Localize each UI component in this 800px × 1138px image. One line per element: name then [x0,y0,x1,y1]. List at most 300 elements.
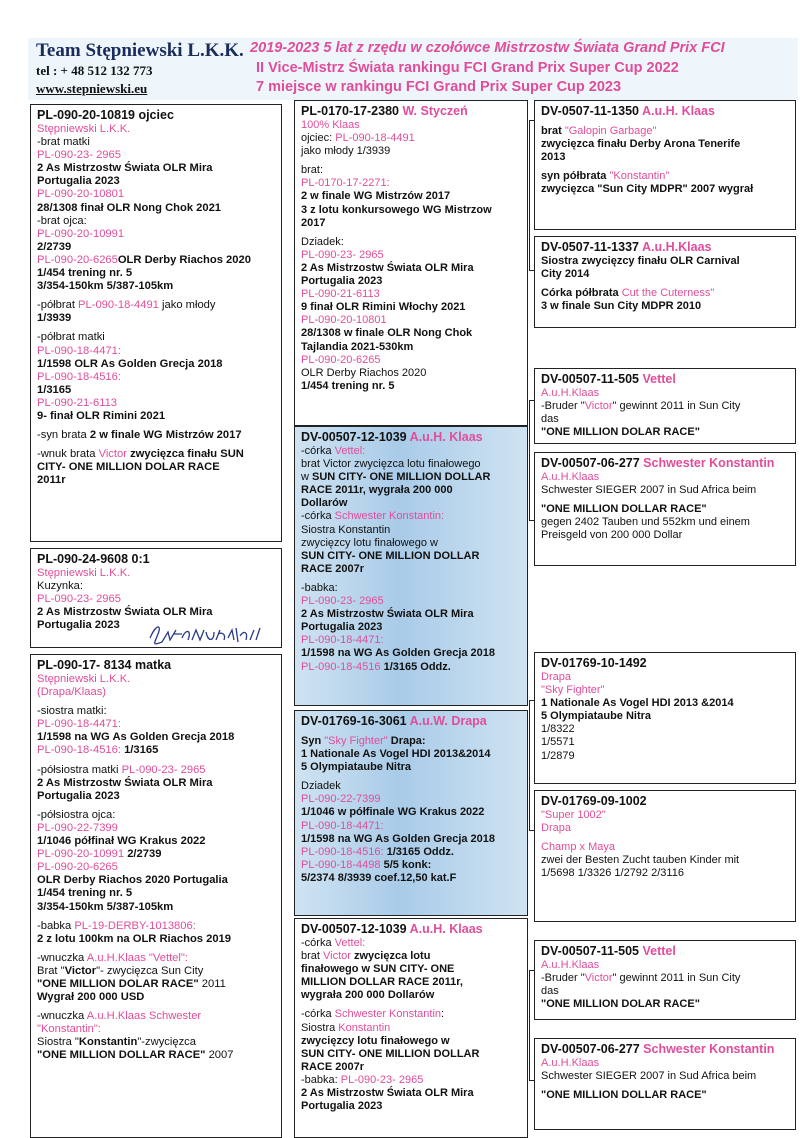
box-text: Champ x Maya [541,841,615,854]
box-text: 9- finał OLR Rimini 2021 [37,409,166,422]
box-text: zwycięzca finału Derby Arona Tenerife [541,138,741,151]
box-line [301,204,521,217]
box-text: A.u.H.Klaas Schwester [86,1010,202,1023]
box-text: DV-0507-11-1337 [541,240,643,254]
box-line [37,267,275,280]
box-text: PL-090-20-10801 [37,188,125,201]
box-line [301,806,521,819]
box-text: Victor [98,448,127,461]
box-text: finałowego w SUN CITY- ONE [301,963,455,976]
box-line [301,937,521,950]
box-line [541,972,789,985]
phone-number: tel : + 48 512 132 773 [36,63,153,78]
box-text: RACE 2011r, wygrała 200 000 [301,484,453,497]
box-text: 2 z lotu 100km na OLR Riachos 2019 [37,932,231,945]
box-text: RACE 2007r [301,1060,364,1073]
box-text: Schwester SIEGER 2007 in Sud Africa beim [541,484,757,497]
box-text: 1/5698 1/3326 1/2792 2/3116 [541,867,684,880]
box-text: DV-01769-09-1002 [541,794,647,808]
box-text: 1/3165 Oddz. [383,845,454,858]
box-text: A.u.H.Klaas [541,471,600,483]
box-text: 3 w finale Sun City MDPR 2010 [541,300,702,313]
box-line [37,312,275,325]
box-line [541,750,789,763]
box-text: w [301,471,312,484]
box-text: " gewinnt 2011 in Sun City [612,972,741,985]
box-line [541,710,789,723]
box-line [37,1036,275,1049]
box-line [301,963,521,976]
box-text: zwycięzca "Sun City MDPR" 2007 wygrał [541,183,754,196]
box-text: 1/1598 OLR As Golden Grecja 2018 [37,357,223,370]
box-line [37,777,275,790]
box-text: MILLION DOLLAR RACE 2011r, [301,976,463,989]
connector-line [529,970,534,971]
box-text: A.u.H. Klaas [409,430,483,444]
box-text: PL-090-18-4471: [301,634,384,647]
box-text: -Bruder " [541,400,585,413]
great-grandparent-box-7 [534,940,796,1020]
box-text: -półsiostra ojca: [37,808,116,821]
box-text: DV-00507-12-1039 [301,922,410,936]
box-line [541,413,789,426]
box-text: Córka półbrata [541,287,622,300]
box-text: "ONE MILLION DOLAR RACE" [541,426,700,439]
box-text: RACE 2007r [301,562,364,575]
box-text: Siostra zwycięzcy finału OLR Carnival [541,255,740,267]
box-line [37,593,275,606]
box-text: PL-090-18-4471: [37,344,121,357]
great-grandparent-box-2 [534,236,796,328]
box-text: PL-090-20-6265 [37,861,118,874]
box-line [37,835,275,848]
box-text: 2011r [37,474,66,487]
box-line [37,175,275,188]
connector-line [529,830,534,831]
box-text: CITY- ONE MILLION DOLAR RACE [37,461,220,474]
box-line [37,331,275,344]
box-text: PL-090-20-10991 [37,227,125,240]
box-line [37,241,275,254]
box-line [541,151,789,164]
box-line [301,761,521,774]
box-text: : [441,1008,445,1021]
box-text: W. Styczeń [402,104,468,118]
connector-line [529,700,530,830]
box-line [301,595,521,608]
box-line [37,215,275,228]
box-text: PL-090-18-4516: [301,845,384,858]
box-text: Stępniewski L.K.K. [37,567,131,579]
box-text: "Konstantin" [609,170,670,183]
box-text: PL-0170-17-2271: [301,177,390,190]
box-text: 2 As Mistrzostw Świata OLR Mira [301,1087,474,1100]
box-line [37,874,275,887]
box-text: 2 w finale WG Mistrzów 2017 [301,190,451,203]
box-text: -wnuczka [37,951,87,964]
connector-line [529,400,534,401]
box-text: PL-090-18-4471: [37,718,121,731]
box-line [301,327,521,340]
box-line [37,991,275,1004]
box-title [37,552,275,567]
box-line [301,1008,521,1021]
great-grandparent-box-8 [534,1038,796,1130]
box-line [37,731,275,744]
box-text: 2/2739 [37,240,72,253]
box-text: 1/1598 na WG As Golden Grecja 2018 [301,647,496,660]
box-text: zwycięzcy lotu finałowego w [301,1034,450,1047]
box-text: DV-01769-16-3061 [301,714,410,728]
box-text: 3 z lotu konkursowego WG Mistrzow [301,203,492,216]
team-name: Team Stępniewski L.K.K. [36,40,244,61]
box-text: DV-00507-11-505 [541,372,643,386]
box-text: PL-19-DERBY-1013806: [74,919,196,932]
box-line [541,170,789,183]
box-text: Schwester Konstantin [643,456,775,470]
box-line [301,145,521,158]
box-line [301,846,521,859]
box-text: PL-090-23- 2965 [121,763,206,776]
box-text: das [541,985,559,998]
box-line [301,164,521,177]
box-line [301,859,521,872]
website-link[interactable]: www.stepniewski.eu [36,81,148,96]
box-line [37,705,275,718]
box-text: 1/5571 [541,736,575,749]
box-line [301,367,521,380]
box-text: Portugalia 2023 [301,621,383,634]
box-line [37,358,275,371]
box-text: Schwester Konstantin: [334,510,445,523]
dam-sire-box [294,710,528,916]
box-text: "ONE MILLION DOLLAR RACE" [37,1049,206,1062]
box-line [37,744,275,757]
box-text: -babka [37,919,75,932]
box-text: -Bruder " [541,972,585,985]
box-text: 2/2739 [124,848,162,861]
box-line [37,901,275,914]
box-line [541,998,789,1011]
box-text: -syn brata [37,429,90,442]
box-line [301,833,521,846]
box-line [37,952,275,965]
box-line [301,1035,521,1048]
box-text: 1/3165 [37,383,72,396]
box-text: DV-00507-12-1039 [301,430,410,444]
connector-line [529,270,534,271]
box-text: zwei der Besten Zucht tauben Kinder mit [541,854,740,867]
box-text: -półbrat [37,299,79,312]
box-text: zwycięzcy lotu finałowego w [301,536,438,549]
box-line [37,149,275,162]
box-line [301,262,521,275]
box-line [541,255,789,268]
box-text: DV-00507-11-505 [541,944,643,958]
connector-line [529,1080,534,1081]
box-text: brat Victor zwycięzca lotu finałowego [301,458,481,471]
box-line [37,686,275,699]
box-line [37,228,275,241]
box-text: PL-090-21-6113 [301,288,380,301]
box-line [541,809,789,822]
box-line [37,567,275,580]
box-text: 100% Klaas [301,119,360,131]
connector-line [529,520,534,521]
box-text: -brat ojca: [37,214,87,227]
box-text: 2 As Mistrzostw Świata OLR Mira [301,608,474,621]
box-text: Kuzynka: [37,580,84,593]
box-line [37,673,275,686]
box-line [37,410,275,423]
box-text: PL-090-18-4516: [37,744,121,757]
box-line [541,484,789,497]
box-line [301,647,521,660]
box-line [301,484,521,497]
box-line [301,458,521,471]
box-line [541,268,789,281]
box-title [541,240,789,255]
box-line [37,397,275,410]
box-line [301,132,521,145]
box-line [37,580,275,593]
box-line [541,387,789,400]
box-text: "-zwycięzca [137,1036,197,1049]
box-text: wygrała 200 000 Dollarów [301,989,435,1002]
box-line [37,965,275,978]
box-text: PL-090-23- 2965 [301,595,384,608]
box-text: Victor [323,950,351,963]
box-text: 1/3165 [120,744,159,757]
box-line [301,190,521,203]
box-text: PL-090-20-6265 [301,353,381,366]
box-text: "ONE MILLION DOLLAR RACE" [541,503,707,516]
box-line [301,497,521,510]
box-line [541,723,789,736]
box-line [37,887,275,900]
box-text: PL-090-20-10819 ojciec [37,108,174,122]
box-line [541,183,789,196]
box-line [541,736,789,749]
box-text: PL-090-23- 2965 [340,1073,424,1086]
box-text: PL-090-18-4498 [301,858,381,871]
box-text: jako młody 1/3939 [301,145,391,158]
box-text: PL-0170-17-2380 [301,104,403,118]
box-text: Dziadek: [301,235,344,248]
box-title [541,104,789,119]
box-line [301,976,521,989]
box-text: 1/1046 półfinał WG Krakus 2022 [37,835,206,848]
box-line [301,471,521,484]
box-text: Vettel [642,944,676,958]
box-text: 5/2374 8/3939 coef.12,50 kat.F [301,871,457,884]
box-text: 2017 [301,216,326,229]
box-text: Victor [584,400,613,413]
box-text: DV-0507-11-1350 [541,104,643,118]
box-line [301,236,521,249]
box-line [541,400,789,413]
box-line [541,471,789,484]
box-line [37,371,275,384]
box-line [541,671,789,684]
box-text: PL-090-18-4491 [78,299,159,312]
box-text: 1 Nationale As Vogel HDI 2013 &2014 [541,697,734,710]
box-line [541,867,789,880]
box-text: OLR Derby Riachos 2020 [301,366,427,379]
box-line [541,503,789,516]
box-text: Portugalia 2023 [37,789,120,802]
box-text: -siostra matki: [37,705,107,718]
box-text: Stępniewski L.K.K. [37,673,131,685]
box-line [37,861,275,874]
box-line [301,301,521,314]
box-text: Cut the Cuterness" [621,287,715,300]
box-line [541,697,789,710]
box-text: Vettel [642,372,676,386]
box-line [541,529,789,542]
box-text: 3/354-150km 5/387-105km [37,280,174,293]
box-text: -półbrat matki [37,331,105,344]
box-text: A.u.H. Klaas [409,922,483,936]
box-title [541,656,789,671]
box-text: City 2014 [541,268,590,281]
box-text: PL-090-17- 8134 matka [37,658,172,672]
box-text: PL-090-23- 2965 [37,593,121,606]
box-text: jako młody [158,299,216,312]
box-line [301,950,521,963]
sire-dam-box [294,426,528,706]
box-line [301,582,521,595]
great-grandparent-box-1 [534,100,796,230]
box-text: 1/454 trening nr. 5 [37,887,133,900]
box-text: Victor [584,972,613,985]
box-line [37,188,275,201]
box-text: Drapa [541,671,571,683]
box-text: 5 Olympiataube Nitra [541,710,652,723]
box-line [541,125,789,138]
box-line [37,978,275,991]
box-line [301,524,521,537]
box-line [37,764,275,777]
box-line [37,809,275,822]
box-title [541,372,789,387]
box-line [37,474,275,487]
box-line [541,854,789,867]
box-text: Stępniewski L.K.K. [37,123,131,135]
box-line [541,300,789,313]
father-box [30,104,282,542]
box-line [37,718,275,731]
box-text: PL-090-18-4516: [37,370,121,383]
box-text: 2 As Mistrzostw Świata OLR Mira [37,776,213,789]
box-text: "Galopin Garbage" [564,125,657,137]
box-text: A.u.H.Klaas [541,387,600,399]
box-text: PL-090-18-4491 [335,132,415,145]
box-text: PL-090-23- 2965 [37,149,121,162]
box-text: " gewinnt 2011 in Sun City [612,400,741,413]
box-text: DV-01769-10-1492 [541,656,647,670]
box-text: "- zwycięzca Sun City [96,964,204,977]
connector-line [529,400,530,520]
box-text: 1/1598 na WG As Golden Grecja 2018 [37,731,235,744]
box-line [301,634,521,647]
box-text: Schwester SIEGER 2007 in Sud Africa beim [541,1070,757,1083]
box-line [301,820,521,833]
box-line [301,510,521,523]
connector-line [529,970,530,1080]
box-line [301,537,521,550]
box-line [301,341,521,354]
box-text: -wnuczka [37,1010,87,1023]
box-text: ojciec: [301,132,336,145]
box-line [37,384,275,397]
box-line [37,790,275,803]
box-line [301,249,521,262]
box-line [301,989,521,1002]
box-line [37,461,275,474]
box-text: A.u.H.Klaas "Vettel": [86,951,188,964]
box-text: -wnuk brata [37,448,99,461]
box-text: "Super 1002" [541,809,606,821]
box-text: Siostra [301,1021,339,1034]
box-text: DV-00507-06-277 [541,1042,644,1056]
box-line [301,661,521,674]
box-text: Schwester Konstantin [643,1042,775,1056]
box-line [301,563,521,576]
box-text: 1/3165 Oddz. [380,660,451,673]
box-text: 1 Nationale As Vogel HDI 2013&2014 [301,748,491,761]
box-text: PL-090-24-9608 0:1 [37,552,150,566]
box-text: zwycięzca finału SUN [126,448,244,461]
box-line [37,822,275,835]
box-line [301,872,521,885]
box-text: 28/1308 w finale OLR Nong Chok [301,327,473,340]
box-text: 1/3939 [37,312,72,325]
box-text: -córka [301,510,335,523]
box-line [37,429,275,442]
box-text: Konstantin [338,1021,391,1034]
box-line [37,933,275,946]
box-text: Drapa [541,822,571,835]
box-text: Tajlandia 2021-530km [301,340,414,353]
box-text: 2 w finale WG Mistrzów 2017 [89,429,242,442]
box-line [37,1023,275,1036]
box-text: "Sky Fighter" [541,684,605,697]
box-text: 2 As Mistrzostw Świata OLR Mira [37,162,213,175]
box-text: das [541,413,559,426]
box-text: brat: [301,164,324,177]
box-text: PL-090-21-6113 [37,396,118,409]
box-line [301,735,521,748]
box-line [541,287,789,300]
box-line [301,119,521,132]
box-text: 5/5 konk: [380,858,432,871]
box-text: (Drapa/Klaas) [37,686,107,699]
box-text: -babka: [301,581,338,594]
box-text: PL-090-23- 2965 [301,248,384,261]
header-achievement-1: 2019-2023 5 lat z rzędu w czołówce Mistrzostw Świata Grand Prix FCI [250,40,725,56]
box-line [301,1022,521,1035]
box-text: PL-090-22-7399 [301,793,381,806]
great-grandparent-box-6 [534,790,796,922]
box-text: 1/454 trening nr. 5 [301,379,395,392]
box-text: PL-090-18-4471: [301,819,384,832]
box-text: Portugalia 2023 [37,175,120,188]
box-line [541,959,789,972]
box-line [541,1070,789,1083]
box-line [301,288,521,301]
box-title [541,794,789,809]
